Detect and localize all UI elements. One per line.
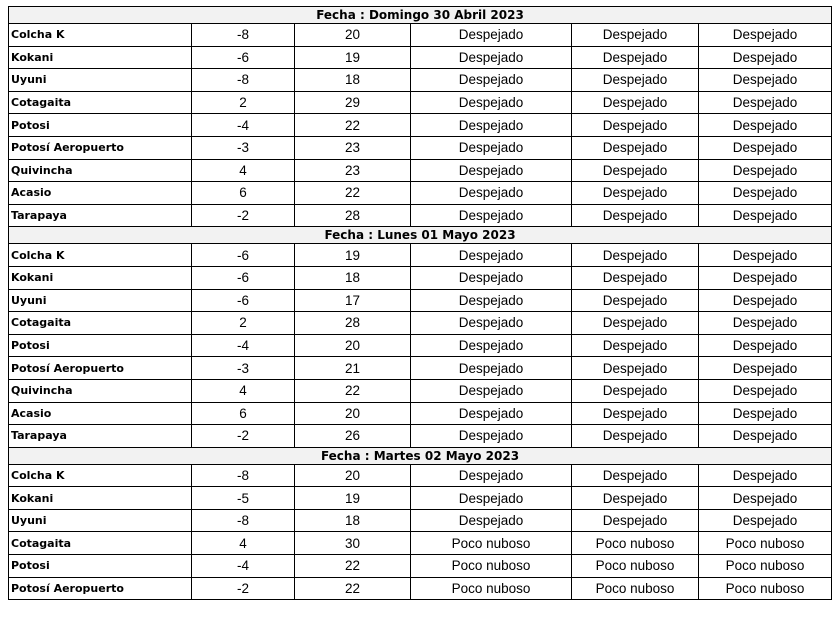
temp-max: 22: [295, 114, 411, 137]
temp-max: 22: [295, 577, 411, 600]
temp-max: 20: [295, 402, 411, 425]
temp-max: 23: [295, 136, 411, 159]
table-row: [9, 266, 832, 289]
station-name: Tarapaya: [9, 425, 192, 448]
temp-max: 19: [295, 244, 411, 267]
temp-max: 17: [295, 289, 411, 312]
table-row: [9, 402, 832, 425]
station-name: Quivincha: [9, 159, 192, 182]
temp-max: 30: [295, 532, 411, 555]
condition-3: Despejado: [699, 266, 832, 289]
temp-max: 18: [295, 509, 411, 532]
station-name: Potosí Aeropuerto: [9, 577, 192, 600]
station-name: Potosi: [9, 555, 192, 578]
temp-min: -8: [192, 509, 295, 532]
date-header: Fecha : Lunes 01 Mayo 2023: [9, 227, 832, 244]
temp-min: 2: [192, 312, 295, 335]
condition-2: Despejado: [572, 69, 699, 92]
condition-3: Despejado: [699, 182, 832, 205]
table-row: [9, 91, 832, 114]
station-name: Colcha K: [9, 24, 192, 47]
condition-2: Poco nuboso: [572, 532, 699, 555]
temp-max: 22: [295, 182, 411, 205]
temp-min: 2: [192, 91, 295, 114]
condition-3: Despejado: [699, 509, 832, 532]
temp-min: -3: [192, 136, 295, 159]
station-name: Tarapaya: [9, 204, 192, 227]
table-row: [9, 312, 832, 335]
condition-1: Despejado: [411, 334, 572, 357]
temp-min: 4: [192, 379, 295, 402]
condition-2: Despejado: [572, 244, 699, 267]
table-row: [9, 425, 832, 448]
condition-3: Despejado: [699, 334, 832, 357]
condition-3: Despejado: [699, 402, 832, 425]
station-name: Uyuni: [9, 509, 192, 532]
condition-3: Despejado: [699, 46, 832, 69]
temp-min: -4: [192, 555, 295, 578]
forecast-table-body: [9, 7, 832, 600]
station-name: Kokani: [9, 487, 192, 510]
condition-2: Despejado: [572, 379, 699, 402]
date-header: Fecha : Martes 02 Mayo 2023: [9, 447, 832, 464]
temp-min: -4: [192, 114, 295, 137]
condition-3: Despejado: [699, 114, 832, 137]
temp-max: 18: [295, 266, 411, 289]
table-row: [9, 464, 832, 487]
condition-2: Despejado: [572, 266, 699, 289]
condition-2: Despejado: [572, 312, 699, 335]
condition-2: Poco nuboso: [572, 577, 699, 600]
table-row: [9, 487, 832, 510]
condition-1: Despejado: [411, 69, 572, 92]
table-row: [9, 204, 832, 227]
condition-3: Despejado: [699, 204, 832, 227]
condition-1: Despejado: [411, 159, 572, 182]
temp-max: 26: [295, 425, 411, 448]
station-name: Cotagaita: [9, 532, 192, 555]
station-name: Potosí Aeropuerto: [9, 136, 192, 159]
temp-max: 19: [295, 487, 411, 510]
condition-3: Despejado: [699, 464, 832, 487]
table-row: [9, 114, 832, 137]
condition-2: Despejado: [572, 114, 699, 137]
station-name: Acasio: [9, 182, 192, 205]
condition-2: Despejado: [572, 289, 699, 312]
station-name: Uyuni: [9, 69, 192, 92]
condition-3: Despejado: [699, 136, 832, 159]
condition-1: Despejado: [411, 312, 572, 335]
table-row: [9, 69, 832, 92]
condition-2: Despejado: [572, 357, 699, 380]
condition-1: Poco nuboso: [411, 577, 572, 600]
temp-max: 22: [295, 555, 411, 578]
temp-min: -6: [192, 289, 295, 312]
condition-3: Despejado: [699, 69, 832, 92]
condition-2: Despejado: [572, 487, 699, 510]
temp-min: -8: [192, 69, 295, 92]
temp-max: 28: [295, 204, 411, 227]
condition-3: Poco nuboso: [699, 577, 832, 600]
temp-min: -3: [192, 357, 295, 380]
table-row: [9, 357, 832, 380]
condition-1: Despejado: [411, 136, 572, 159]
temp-max: 20: [295, 24, 411, 47]
condition-1: Despejado: [411, 91, 572, 114]
temp-min: -2: [192, 425, 295, 448]
temp-min: -5: [192, 487, 295, 510]
condition-3: Despejado: [699, 244, 832, 267]
temp-min: -2: [192, 577, 295, 600]
station-name: Acasio: [9, 402, 192, 425]
table-row: [9, 334, 832, 357]
temp-min: 4: [192, 532, 295, 555]
temp-max: 21: [295, 357, 411, 380]
table-row: [9, 289, 832, 312]
station-name: Potosi: [9, 334, 192, 357]
temp-min: -2: [192, 204, 295, 227]
station-name: Quivincha: [9, 379, 192, 402]
condition-2: Poco nuboso: [572, 555, 699, 578]
condition-2: Despejado: [572, 136, 699, 159]
temp-max: 28: [295, 312, 411, 335]
temp-max: 19: [295, 46, 411, 69]
temp-max: 22: [295, 379, 411, 402]
temp-max: 23: [295, 159, 411, 182]
condition-2: Despejado: [572, 204, 699, 227]
table-row: [9, 577, 832, 600]
temp-min: -8: [192, 464, 295, 487]
condition-2: Despejado: [572, 24, 699, 47]
temp-min: -6: [192, 266, 295, 289]
temp-min: -8: [192, 24, 295, 47]
date-header-row: [9, 227, 832, 244]
condition-3: Despejado: [699, 357, 832, 380]
table-row: [9, 46, 832, 69]
station-name: Potosí Aeropuerto: [9, 357, 192, 380]
condition-1: Poco nuboso: [411, 555, 572, 578]
date-header-row: [9, 447, 832, 464]
condition-1: Despejado: [411, 379, 572, 402]
condition-3: Despejado: [699, 289, 832, 312]
condition-3: Despejado: [699, 159, 832, 182]
condition-3: Despejado: [699, 425, 832, 448]
condition-1: Poco nuboso: [411, 532, 572, 555]
condition-1: Despejado: [411, 46, 572, 69]
condition-3: Despejado: [699, 91, 832, 114]
station-name: Cotagaita: [9, 312, 192, 335]
temp-min: -6: [192, 46, 295, 69]
condition-2: Despejado: [572, 402, 699, 425]
table-row: [9, 136, 832, 159]
condition-2: Despejado: [572, 182, 699, 205]
temp-max: 20: [295, 464, 411, 487]
condition-1: Despejado: [411, 204, 572, 227]
table-row: [9, 244, 832, 267]
condition-2: Despejado: [572, 334, 699, 357]
station-name: Uyuni: [9, 289, 192, 312]
condition-1: Despejado: [411, 244, 572, 267]
table-row: [9, 24, 832, 47]
temp-min: 6: [192, 182, 295, 205]
condition-1: Despejado: [411, 289, 572, 312]
condition-1: Despejado: [411, 425, 572, 448]
condition-2: Despejado: [572, 464, 699, 487]
condition-1: Despejado: [411, 464, 572, 487]
temp-min: 6: [192, 402, 295, 425]
condition-3: Poco nuboso: [699, 555, 832, 578]
condition-3: Despejado: [699, 24, 832, 47]
table-row: [9, 379, 832, 402]
condition-1: Despejado: [411, 357, 572, 380]
condition-1: Despejado: [411, 266, 572, 289]
temp-max: 20: [295, 334, 411, 357]
condition-1: Despejado: [411, 487, 572, 510]
condition-1: Despejado: [411, 402, 572, 425]
table-row: [9, 555, 832, 578]
condition-2: Despejado: [572, 91, 699, 114]
condition-1: Despejado: [411, 182, 572, 205]
station-name: Potosi: [9, 114, 192, 137]
forecast-table: [8, 6, 832, 600]
date-header: Fecha : Domingo 30 Abril 2023: [9, 7, 832, 24]
condition-2: Despejado: [572, 46, 699, 69]
temp-min: -6: [192, 244, 295, 267]
station-name: Colcha K: [9, 464, 192, 487]
temp-min: -4: [192, 334, 295, 357]
table-row: [9, 182, 832, 205]
table-row: [9, 532, 832, 555]
condition-1: Despejado: [411, 114, 572, 137]
condition-2: Despejado: [572, 159, 699, 182]
condition-2: Despejado: [572, 425, 699, 448]
station-name: Colcha K: [9, 244, 192, 267]
table-row: [9, 159, 832, 182]
station-name: Kokani: [9, 266, 192, 289]
station-name: Kokani: [9, 46, 192, 69]
date-header-row: [9, 7, 832, 24]
condition-3: Poco nuboso: [699, 532, 832, 555]
condition-1: Despejado: [411, 509, 572, 532]
condition-2: Despejado: [572, 509, 699, 532]
temp-max: 29: [295, 91, 411, 114]
table-row: [9, 509, 832, 532]
station-name: Cotagaita: [9, 91, 192, 114]
temp-min: 4: [192, 159, 295, 182]
condition-3: Despejado: [699, 379, 832, 402]
condition-3: Despejado: [699, 312, 832, 335]
condition-1: Despejado: [411, 24, 572, 47]
condition-3: Despejado: [699, 487, 832, 510]
temp-max: 18: [295, 69, 411, 92]
